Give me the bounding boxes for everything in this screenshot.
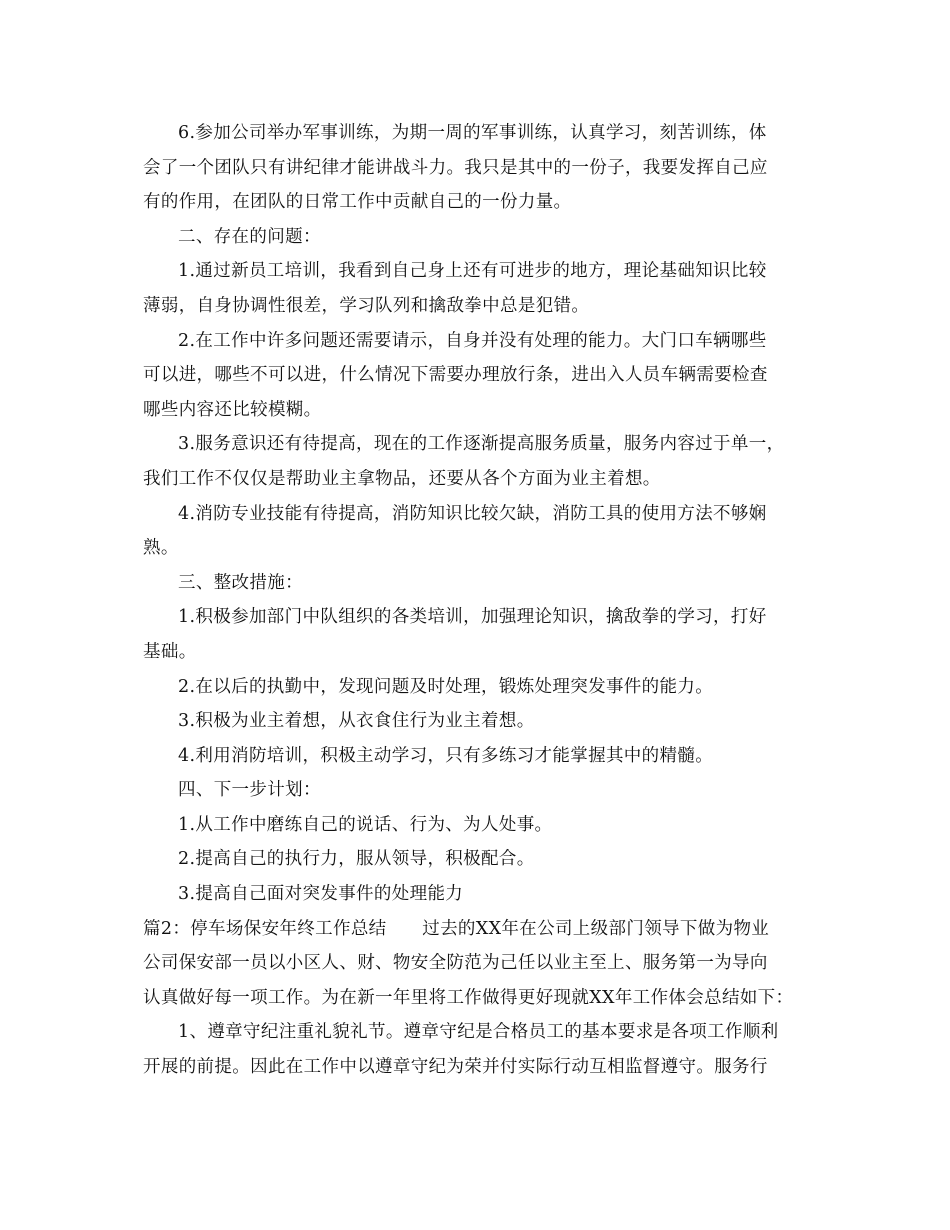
paragraph-line: 4.消防专业技能有待提高，消防知识比较欠缺，消防工具的使用方法不够娴 <box>178 503 767 524</box>
paragraph-line: 熟。 <box>143 538 179 559</box>
paragraph-line: 2.在工作中许多问题还需要请示，自身并没有处理的能力。大门口车辆哪些 <box>178 330 767 351</box>
paragraph-line: 认真做好每一项工作。为在新一年里将工作做得更好现就XX年工作体会总结如下： <box>143 987 794 1008</box>
paragraph-line: 1.通过新员工培训，我看到自己身上还有可进步的地方，理论基础知识比较 <box>178 261 767 282</box>
section-heading: 四、下一步计划： <box>178 780 321 801</box>
paragraph-line: 6.参加公司举办军事训练，为期一周的军事训练，认真学习，刻苦训练，体 <box>178 123 767 143</box>
paragraph-line: 开展的前提。因此在工作中以遵章守纪为荣并付实际行动互相监督遵守。服务行 <box>143 1057 768 1078</box>
paragraph-line: 4.利用消防培训，积极主动学习，只有多练习才能掌握其中的精髓。 <box>178 745 714 766</box>
paragraph-line: 1.积极参加部门中队组织的各类培训，加强理论知识，擒敌拳的学习，打好 <box>178 607 767 628</box>
paragraph-line: 2.提高自己的执行力，服从领导，积极配合。 <box>178 849 535 870</box>
paragraph-line: 会了一个团队只有讲纪律才能讲战斗力。我只是其中的一份子，我要发挥自己应 <box>143 157 768 178</box>
paragraph-line: 1.从工作中磨练自己的说话、行为、为人处事。 <box>178 814 553 835</box>
paragraph-line: 哪些内容还比较模糊。 <box>143 399 322 420</box>
section-heading: 三、整改措施： <box>178 572 303 593</box>
paragraph-line: 薄弱，自身协调性很差，学习队列和擒敌拳中总是犯错。 <box>143 295 590 316</box>
paragraph-line: 3.提高自己面对突发事件的处理能力 <box>178 884 464 905</box>
paragraph-line: 3.服务意识还有待提高，现在的工作逐渐提高服务质量，服务内容过于单一， <box>178 434 785 455</box>
paragraph-line: 基础。 <box>143 641 197 662</box>
paragraph-line: 2.在以后的执勤中，发现问题及时处理，锻炼处理突发事件的能力。 <box>178 676 714 697</box>
article-title-line: 篇2：停车场保安年终工作总结 过去的XX年在公司上级部门领导下做为物业 <box>143 918 770 939</box>
paragraph-line: 可以进，哪些不可以进，什么情况下需要办理放行条，进出入人员车辆需要检查 <box>143 365 768 386</box>
paragraph-line: 3.积极为业主着想，从衣食住行为业主着想。 <box>178 711 535 732</box>
document-body <box>143 116 803 1085</box>
section-heading: 二、存在的问题： <box>178 226 321 247</box>
paragraph-line: 我们工作不仅仅是帮助业主拿物品，还要从各个方面为业主着想。 <box>143 468 661 489</box>
paragraph-line: 有的作用，在团队的日常工作中贡献自己的一份力量。 <box>143 192 572 213</box>
paragraph-line: 公司保安部一员以小区人、财、物安全防范为己任以业主至上、服务第一为导向 <box>143 953 768 974</box>
paragraph-line: 1、遵章守纪注重礼貌礼节。遵章守纪是合格员工的基本要求是各项工作顺利 <box>178 1022 779 1043</box>
